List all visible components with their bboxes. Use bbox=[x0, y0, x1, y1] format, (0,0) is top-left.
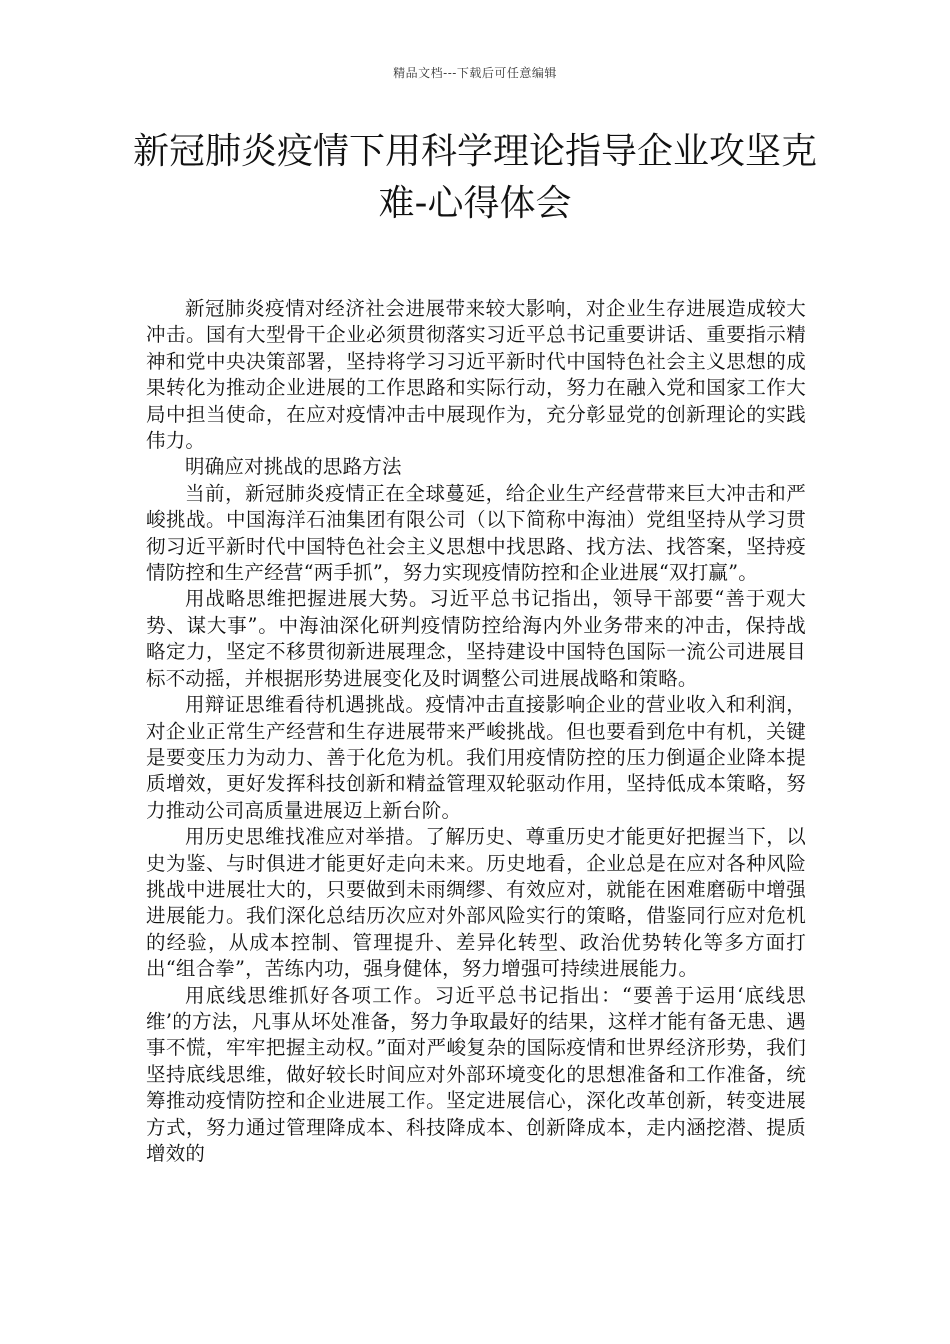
paragraph-strategic-thinking: 用战略思维把握进展大势。习近平总书记指出，领导干部要“善于观大势、谋大事”。中海油深化研判疫情防控给海内外业务带来的冲击，保持战略定力，坚定不移贯彻新进展理念，坚持建设中国特色国际一流公司进展目标不动摇，并根据形势进展变化及时调整公司进展战略和策略。 bbox=[146, 587, 806, 690]
paragraph-bottom-line-thinking: 用底线思维抓好各项工作。习近平总书记指出：“要善于运用‘底线思维’的方法，凡事从坏处准备，努力争取最好的结果，这样才能有备无患、遇事不慌，牢牢把握主动权。”面对严峻复杂的国际疫情和世界经济形势，我们坚持底线思维，做好较长时间应对外部环境变化的思想准备和工作准备，统筹推动疫情防控和企业进展工作。坚定进展信心，深化改革创新，转变进展方式，努力通过管理降成本、科技降成本、创新降成本，走内涵挖潜、提质增效的 bbox=[146, 983, 806, 1165]
paragraph-current-situation: 当前，新冠肺炎疫情正在全球蔓延，给企业生产经营带来巨大冲击和严峻挑战。中国海洋石油集团有限公司（以下简称中海油）党组坚持从学习贯彻习近平新时代中国特色社会主义思想中找思路、找方法、找答案，坚持疫情防控和生产经营“两手抓”，努力实现疫情防控和企业进展“双打赢”。 bbox=[146, 481, 806, 585]
paragraph-dialectical-thinking: 用辩证思维看待机遇挑战。疫情冲击直接影响企业的营业收入和利润，对企业正常生产经营和生存进展带来严峻挑战。但也要看到危中有机，关键是要变压力为动力、善于化危为机。我们用疫情防控的压力倒逼企业降本提质增效，更好发挥科技创新和精益管理双轮驱动作用，坚持低成本策略，努力推动公司高质量进展迈上新台阶。 bbox=[146, 693, 806, 822]
section-heading: 明确应对挑战的思路方法 bbox=[185, 455, 402, 479]
paragraph-historical-thinking: 用历史思维找准应对举措。了解历史、尊重历史才能更好把握当下，以史为鉴、与时俱进才能更好走向未来。历史地看，企业总是在应对各种风险挑战中进展壮大的，只要做到未雨绸缪、有效应对，就能在困难磨砺中增强进展能力。我们深化总结历次应对外部风险实行的策略，借鉴同行应对危机的经验，从成本控制、管理提升、差异化转型、政治优势转化等多方面打出“组合拳”，苦练内功，强身健体，努力增强可持续进展能力。 bbox=[146, 825, 806, 981]
document-body bbox=[146, 296, 806, 1167]
page-header-note: 精品文档---下载后可任意编辑 bbox=[393, 66, 557, 80]
paragraph-intro: 新冠肺炎疫情对经济社会进展带来较大影响，对企业生存进展造成较大冲击。国有大型骨干企业必须贯彻落实习近平总书记重要讲话、重要指示精神和党中央决策部署，坚持将学习习近平新时代中国特色社会主义思想的成果转化为推动企业进展的工作思路和实际行动，努力在融入党和国家工作大局中担当使命，在应对疫情冲击中展现作为，充分彰显党的创新理论的实践伟力。 bbox=[146, 297, 806, 453]
document-title: 新冠肺炎疫情下用科学理论指导企业攻坚克难-心得体会 bbox=[132, 131, 817, 224]
